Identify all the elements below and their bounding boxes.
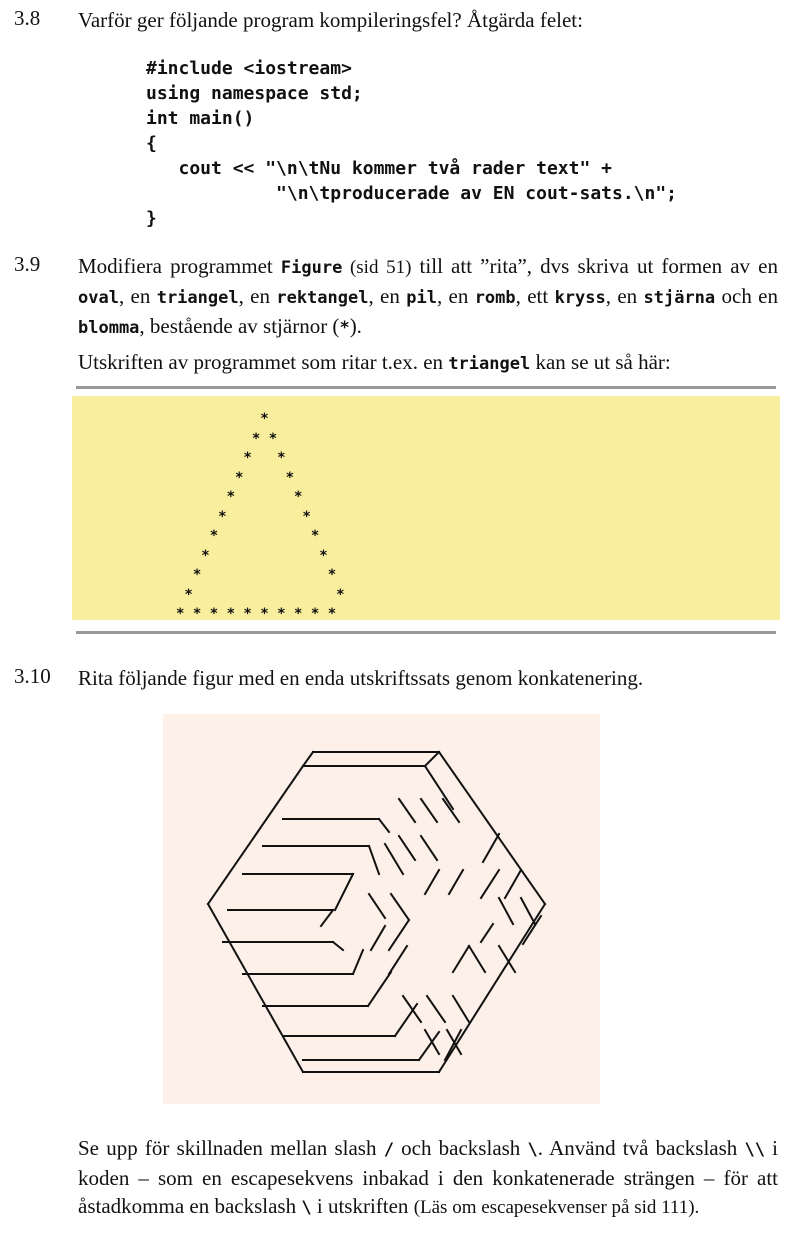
- text-span: , ett: [515, 284, 555, 308]
- top-divider: [76, 386, 776, 389]
- text-span: , bestående av stjärnor (: [139, 314, 340, 338]
- code-word-triangel: triangel: [448, 354, 531, 374]
- text-span: kan se ut så här:: [530, 350, 671, 374]
- figure-strokes: [208, 752, 545, 1072]
- text-span: och en: [715, 284, 778, 308]
- triangle-output: * * * * * * * * * * * * * * * * * * * * * * * * * * * * *: [176, 411, 345, 622]
- text-span: , en: [238, 284, 277, 308]
- text-span: till att ”rita”, dvs skriva ut formen av en: [411, 254, 778, 278]
- code-char-slash: /: [383, 1140, 394, 1160]
- code-word-stjarna: stjärna: [643, 288, 716, 308]
- exercise-number-3-8: 3.8: [14, 6, 41, 30]
- code-word-figure: Figure: [280, 258, 343, 278]
- text-span: i utskriften: [311, 1194, 414, 1218]
- exercise-3-10-question: Rita följande figur med en enda utskriftssats genom konkatenering.: [78, 666, 644, 690]
- code-word-star: *: [339, 318, 350, 338]
- text-span: Modifiera programmet: [78, 254, 281, 278]
- text-span: Se upp för skillnaden mellan slash: [78, 1136, 384, 1160]
- code-word-pil: pil: [406, 288, 437, 308]
- figure-box: [163, 714, 600, 1104]
- page-ref: (sid 51): [342, 257, 412, 278]
- code-word-oval: oval: [78, 288, 119, 308]
- exercise-number-3-9: 3.9: [14, 252, 41, 276]
- code-block-3-8: #include <iostream> using namespace std; int main() { cout << "\n\tNu kommer två rader text" + "\n\tproducerade av EN cout-sats.\n"; }: [146, 58, 678, 229]
- text-span: Utskriften av programmet som ritar t.ex. en: [78, 350, 449, 374]
- text-span: . Använd två backslash: [537, 1136, 745, 1160]
- text-span: , en: [118, 284, 157, 308]
- code-word-rektangel: rektangel: [276, 288, 369, 308]
- text-span: , en: [605, 284, 644, 308]
- text-span: ).: [349, 314, 362, 338]
- output-box: [72, 396, 780, 620]
- code-char-backslash: \: [527, 1140, 538, 1160]
- exercise-number-3-10: 3.10: [14, 664, 51, 688]
- code-char-double-backslash: \\: [744, 1140, 765, 1160]
- text-span: , en: [368, 284, 407, 308]
- exercise-3-8-question: Varför ger följande program kompileringsfel? Åtgärda felet:: [78, 8, 583, 32]
- code-char-backslash: \: [301, 1198, 312, 1218]
- text-span: , en: [436, 284, 475, 308]
- impossible-hexagon-figure: [163, 714, 600, 1104]
- text-span: i koden – som en escapesekvens inbakad i den konkatenerade strängen – för att åstadkomma en backslash: [78, 1136, 779, 1218]
- text-span: och backslash: [393, 1136, 528, 1160]
- code-word-kryss: kryss: [554, 288, 606, 308]
- page-ref: (Läs om escapesekvenser på sid 111).: [413, 1197, 700, 1218]
- code-word-triangel: triangel: [156, 288, 239, 308]
- exercise-3-9-paragraph: [78, 252, 778, 342]
- exercise-3-9-output-intro: [78, 348, 778, 378]
- exercise-3-10-note: [78, 1134, 778, 1222]
- code-word-romb: romb: [474, 288, 516, 308]
- code-word-blomma: blomma: [78, 318, 140, 338]
- bottom-divider: [76, 631, 776, 634]
